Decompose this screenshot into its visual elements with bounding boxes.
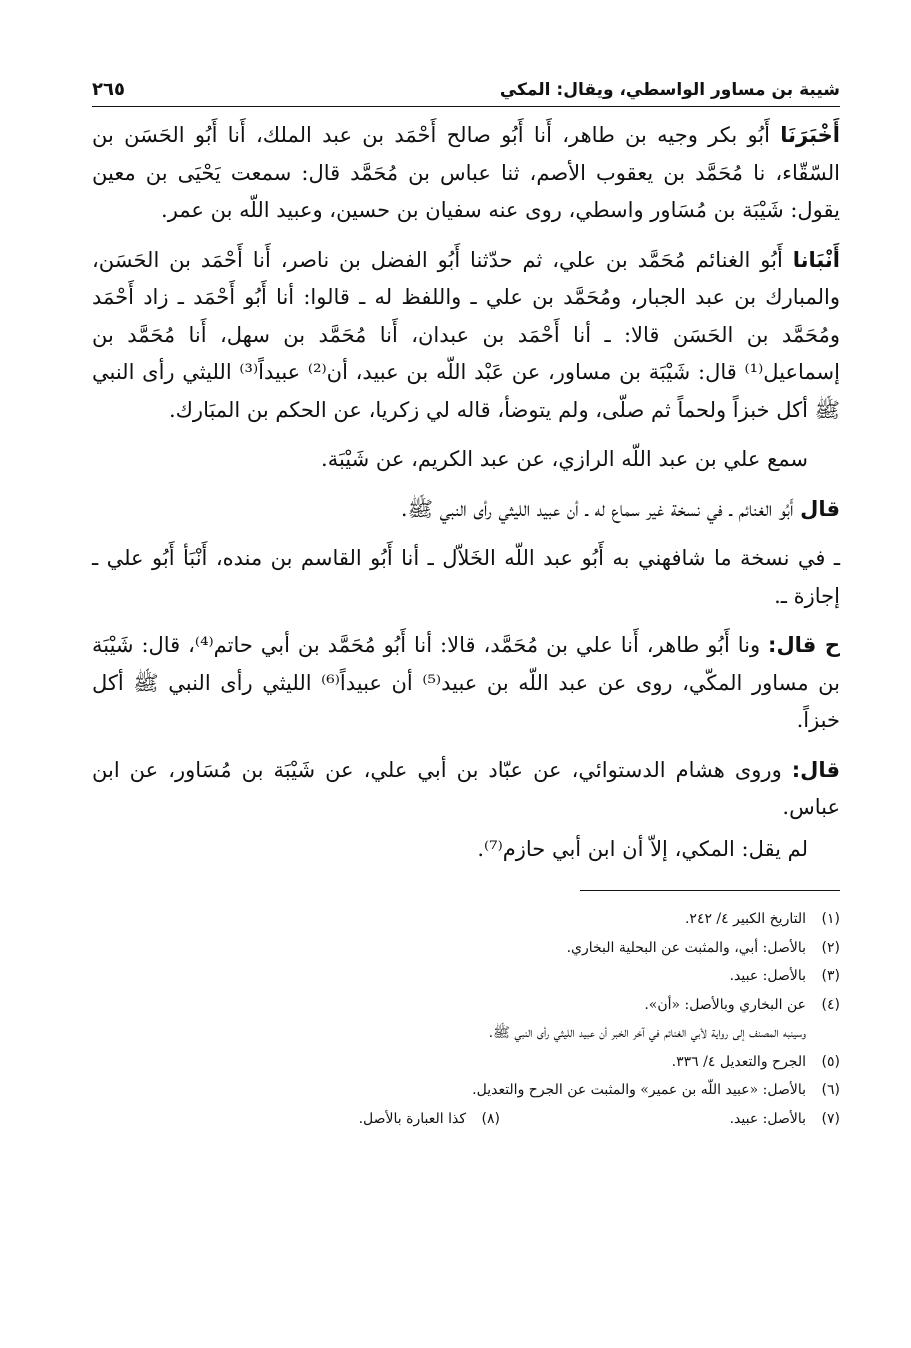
main-text [92, 117, 840, 868]
footnotes [92, 905, 840, 1133]
footnote-6 [92, 1076, 840, 1105]
footnote-2 [92, 934, 840, 963]
paragraph-5 [92, 540, 840, 615]
paragraph-text: لم يقل: المكي، إلاّ أن ابن أبي حازم⁽⁷⁾. [477, 836, 808, 861]
footnote-text: كذا العبارة بالأصل. [358, 1110, 466, 1127]
footnote-text: الجرح والتعديل ٤/ ٣٣٦. [671, 1053, 806, 1070]
footnote-1 [92, 905, 840, 934]
paragraph-lead: أَخْبَرَنَا [780, 123, 840, 147]
paragraph-1 [92, 117, 840, 230]
footnote-text: بالأصل: عبيد. [729, 1110, 806, 1127]
running-header [92, 60, 840, 107]
footnote-text: بالأصل: «عبيد اللّه بن عمير» والمثبت عن الجرح والتعديل. [472, 1082, 806, 1098]
paragraph-6 [92, 627, 840, 740]
footnote-number: (٥) [821, 1053, 840, 1070]
paragraph-text: سمع علي بن عبد اللّه الرازي، عن عبد الكريم، عن شَيْبَة. [321, 447, 808, 471]
footnote-number: (٣) [821, 968, 840, 984]
footnote-text: بالأصل: عبيد. [729, 968, 806, 984]
paragraph-text: أَبُو الغنائم ـ في نسخة غير سماع له ـ أن عبيد الليثي رأى النبي ﷺ. [400, 496, 801, 521]
paragraph-8 [92, 831, 840, 869]
footnote-row-7-8 [92, 1105, 840, 1134]
book-page [92, 60, 840, 1133]
footnote-4 [92, 991, 840, 1020]
paragraph-text: وروى هشام الدستوائي، عن عبّاد بن أبي علي، عن شَيْبَة بن مُسَاور، عن ابن عباس. [92, 757, 840, 819]
footnote-text: التاريخ الكبير ٤/ ٢٤٢. [684, 911, 806, 927]
paragraph-lead: أَنْبَانا [792, 247, 840, 272]
paragraph-text: أَبُو الغنائم مُحَمَّد بن علي، ثم حدّثنا أَبُو الفضل بن ناصر، أَنا أَحْمَد بن الحَسَن، والمبارك بن عبد الجبار، ومُحَمَّد بن علي ـ واللفظ له ـ قالوا: أنا أَبُو أَحْمَد ـ زاد أَحْمَد ومُحَمَّد بن الحَسَن قالا: ـ أنا أَحْمَد بن عبدان، أَنا مُحَمَّد بن سهل، أَنا مُحَمَّد بن إسماعيل⁽¹⁾ قال: شَيْبَة بن مساور، عن عَبْد اللّه بن عبيد، أن⁽²⁾ عبيداً⁽³⁾ الليثي رأى النبي ﷺ أكل خبزاً ولحماً ثم صلّى، ولم يتوضأ، قاله لي زكريا، عن الحكم بن المبَارك. [92, 247, 840, 422]
footnote-4-continuation: وسينبه المصنف إلى رواية لأبي الغنائم في آخر الخبر أن عبيد الليثي رأى النبي ﷺ. [488, 1025, 806, 1041]
footnote-number: (٢) [821, 939, 840, 956]
paragraph-3 [92, 441, 840, 479]
paragraph-lead: قال [800, 496, 840, 521]
paragraph-7 [92, 752, 840, 827]
footnote-number: (١) [821, 911, 840, 927]
footnote-text: عن البخاري وبالأصل: «أن». [644, 996, 806, 1013]
paragraph-lead: قال: [791, 757, 840, 782]
page-number: ٢٦٥ [92, 79, 125, 100]
footnote-number: (٧) [821, 1110, 840, 1127]
footnote-number: (٤) [821, 996, 840, 1013]
footnote-number: (٦) [821, 1082, 840, 1098]
paragraph-text: ـ في نسخة ما شافهني به أَبُو عبد اللّه الخَلاّل ـ أنا أَبُو القاسم بن منده، أَنْبَأ أَبُو علي ـ إجازة ـ. [92, 546, 840, 608]
footnote-7 [500, 1105, 840, 1134]
paragraph-4 [92, 491, 840, 529]
footnote-3 [92, 962, 840, 991]
footnote-8 [160, 1105, 500, 1134]
paragraph-text: أَبُو بكر وجيه بن طاهر، أَنا أَبُو صالح أَحْمَد بن عبد الملك، أَنا أَبُو الحَسَن بن السّقّاء، نا مُحَمَّد بن يعقوب الأصم، ثنا عباس بن مُحَمَّد قال: سمعت يَحْيَى بن معين يقول: شَيْبَة بن مُسَاور واسطي، روى عنه سفيان بن حسين، وعبيد اللّه بن عمر. [92, 123, 840, 222]
running-title: شيبة بن مساور الواسطي، ويقال: المكي [499, 80, 840, 100]
footnote-separator [580, 890, 840, 891]
footnote-number: (٨) [481, 1110, 500, 1127]
footnote-text: بالأصل: أبي، والمثبت عن البحلية البخاري. [566, 939, 806, 956]
paragraph-2 [92, 242, 840, 430]
footnote-5 [92, 1048, 840, 1077]
paragraph-text: ونا أَبُو طاهر، أَنا علي بن مُحَمَّد، قالا: أنا أَبُو مُحَمَّد بن أبي حاتم⁽⁴⁾، قال: شَيْبَة بن مساور المكّي، روى عن عبد اللّه بن عبيد⁽⁵⁾ أن عبيداً⁽⁶⁾ الليثي رأى النبي ﷺ أكل خبزاً. [92, 633, 841, 732]
paragraph-lead: ح قال: [768, 633, 840, 657]
